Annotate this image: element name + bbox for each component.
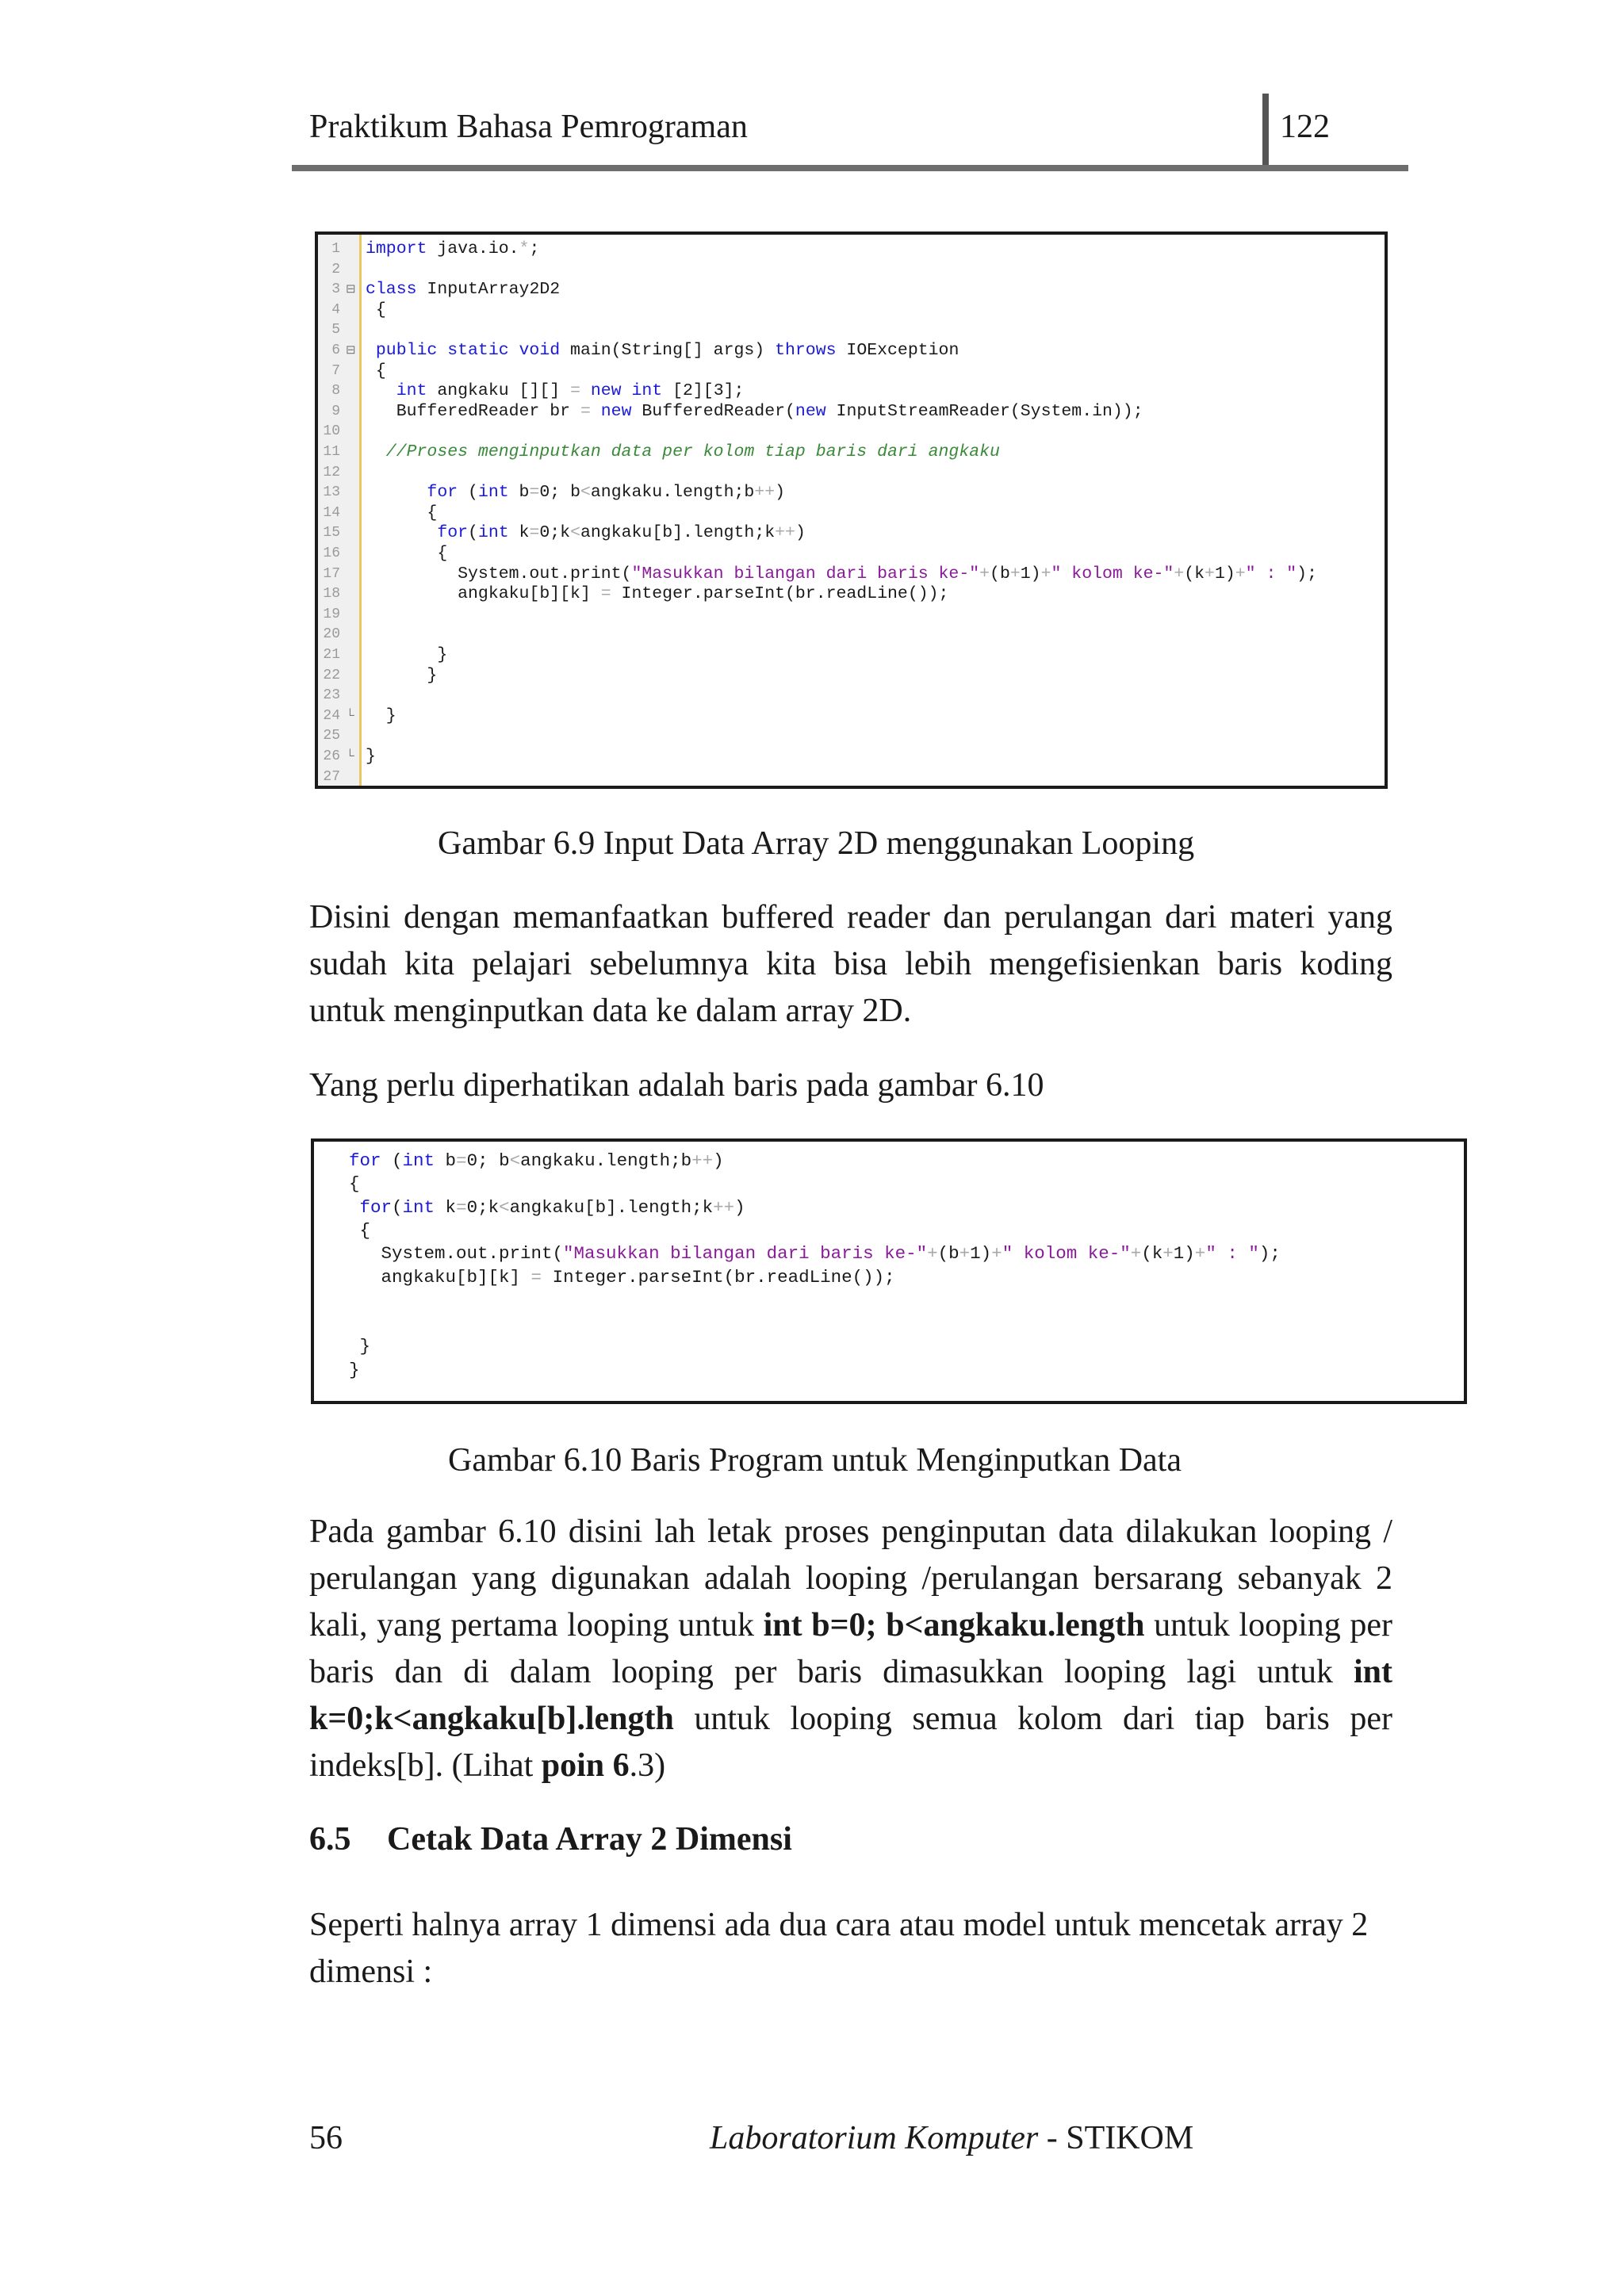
code-token: for bbox=[366, 483, 458, 503]
code-token: 1) bbox=[1173, 1243, 1195, 1265]
code-token: ++ bbox=[775, 523, 795, 543]
code-line bbox=[366, 442, 1000, 462]
line-number: 7 bbox=[331, 362, 340, 379]
code-line bbox=[366, 279, 560, 300]
line-number: 11 bbox=[323, 444, 340, 460]
code-token: [2][3]; bbox=[662, 381, 745, 401]
code-token: new int bbox=[590, 381, 663, 401]
line-number: 4 bbox=[331, 301, 340, 318]
line-number: 12 bbox=[323, 464, 340, 480]
code-token: 1) bbox=[1214, 564, 1235, 584]
code-token: import bbox=[366, 239, 427, 258]
code-line bbox=[366, 665, 437, 686]
code-line bbox=[366, 746, 376, 767]
code-token: b bbox=[508, 483, 530, 503]
code-token: throws bbox=[775, 341, 837, 360]
code-line bbox=[366, 482, 785, 503]
code-token: public static void bbox=[366, 341, 561, 360]
code-token: + bbox=[1130, 1243, 1142, 1265]
code-token: b bbox=[435, 1150, 457, 1171]
line-number: 14 bbox=[323, 504, 340, 521]
code-token: for bbox=[349, 1196, 393, 1218]
figure-caption-6-9: Gambar 6.9 Input Data Array 2D menggunakan Looping bbox=[438, 825, 1195, 862]
code-token: java.io. bbox=[427, 239, 519, 258]
code-token: } bbox=[366, 645, 448, 664]
code-token: (b bbox=[990, 564, 1010, 584]
code-token: ( bbox=[381, 1150, 403, 1171]
bold-code-reference: int b=0; b<angkaku.length bbox=[763, 1607, 1145, 1644]
code-token: + bbox=[1040, 564, 1051, 584]
line-number: 27 bbox=[323, 768, 340, 785]
code-token: } bbox=[366, 706, 396, 725]
code-token: 0;k bbox=[539, 523, 571, 543]
code-token: 0; b bbox=[466, 1150, 510, 1171]
text-run: untuk looping semua kolom dari tiap baris per indeks[b]. (Lihat bbox=[309, 1701, 1392, 1784]
code-token: Integer.parseInt(br.readLine()); bbox=[542, 1266, 895, 1288]
code-token: + bbox=[1009, 564, 1021, 584]
code-token: ); bbox=[1258, 1243, 1281, 1265]
line-number: 18 bbox=[323, 586, 340, 603]
code-token: angkaku [][] bbox=[427, 381, 571, 401]
line-number: 15 bbox=[323, 525, 340, 541]
line-number: 3 bbox=[331, 281, 340, 298]
code-token: + bbox=[1162, 1243, 1174, 1265]
code-token: + bbox=[1194, 1243, 1206, 1265]
section-title: Cetak Data Array 2 Dimensi bbox=[387, 1821, 792, 1858]
code-token: = bbox=[600, 584, 611, 604]
code-line bbox=[366, 564, 1317, 584]
text-run: .3) bbox=[629, 1747, 666, 1784]
code-token: < bbox=[580, 483, 591, 503]
line-number: 20 bbox=[323, 626, 340, 643]
running-header-title: Praktikum Bahasa Pemrograman bbox=[309, 109, 748, 145]
fold-marker-icon[interactable]: └ bbox=[346, 709, 354, 722]
line-number: 16 bbox=[323, 545, 340, 561]
code-token: ++ bbox=[713, 1196, 735, 1218]
fold-marker-icon[interactable]: └ bbox=[346, 750, 354, 763]
code-token: + bbox=[991, 1243, 1002, 1265]
line-number: 23 bbox=[323, 687, 340, 704]
code-token: } bbox=[349, 1359, 360, 1380]
code-token: { bbox=[366, 544, 448, 563]
code-token: 1) bbox=[1020, 564, 1041, 584]
code-token: = bbox=[529, 483, 540, 503]
code-line bbox=[366, 645, 447, 665]
code-line bbox=[366, 340, 959, 361]
code-token: 1) bbox=[970, 1243, 992, 1265]
code-token: "Masukkan bilangan dari baris ke-" bbox=[631, 564, 980, 584]
code-token: angkaku[b].length;k bbox=[509, 1196, 714, 1218]
code-token: * bbox=[519, 239, 530, 258]
footer-lab-rest: - STIKOM bbox=[1038, 2120, 1194, 2156]
bold-code-reference: poin 6 bbox=[541, 1747, 630, 1784]
code-token: ) bbox=[734, 1196, 745, 1218]
bold-code-reference: int k=0;k<angkaku[b].length bbox=[309, 1654, 1392, 1737]
code-token: angkaku[b][k] bbox=[349, 1266, 531, 1288]
code-token: BufferedReader br bbox=[366, 401, 580, 421]
code-token: = bbox=[529, 523, 540, 543]
section-number: 6.5 bbox=[309, 1821, 351, 1858]
code-line bbox=[349, 1359, 360, 1382]
code-line bbox=[349, 1335, 370, 1358]
header-page-number: 122 bbox=[1280, 109, 1330, 145]
line-number: 25 bbox=[323, 728, 340, 744]
code-token: angkaku[b][k] bbox=[366, 584, 601, 604]
code-line bbox=[349, 1150, 724, 1173]
code-token: } bbox=[349, 1336, 371, 1357]
code-token: ) bbox=[775, 483, 786, 503]
fold-marker-icon[interactable]: ⊟ bbox=[346, 344, 356, 357]
code-token: { bbox=[366, 300, 386, 320]
code-token: = bbox=[456, 1196, 467, 1218]
paragraph-explanation bbox=[309, 1509, 1392, 1789]
code-token: BufferedReader( bbox=[631, 401, 795, 421]
code-line bbox=[366, 543, 447, 564]
code-token bbox=[591, 402, 601, 421]
code-token: angkaku.length;b bbox=[590, 483, 755, 503]
code-token: " : " bbox=[1245, 564, 1297, 584]
code-token: = bbox=[530, 1266, 542, 1288]
code-line bbox=[349, 1173, 360, 1196]
section-heading bbox=[309, 1819, 792, 1860]
code-token: IOException bbox=[836, 341, 959, 360]
code-token: k bbox=[435, 1196, 457, 1218]
code-token: " : " bbox=[1205, 1243, 1259, 1265]
line-number: 19 bbox=[323, 606, 340, 622]
header-vertical-divider bbox=[1262, 94, 1269, 171]
line-number: 1 bbox=[331, 241, 340, 257]
code-token: main(String[] args) bbox=[560, 341, 776, 360]
code-token: { bbox=[366, 503, 438, 522]
code-token: { bbox=[366, 361, 386, 381]
line-number: 10 bbox=[323, 423, 340, 440]
code-token: ); bbox=[1297, 564, 1317, 584]
line-number: 24 bbox=[323, 707, 340, 724]
code-token: new bbox=[600, 401, 632, 421]
paragraph-note: Yang perlu diperhatikan adalah baris pada gambar 6.10 bbox=[309, 1067, 1044, 1104]
code-token: ++ bbox=[754, 483, 776, 503]
code-token: Integer.parseInt(br.readLine()); bbox=[611, 584, 949, 604]
code-line bbox=[366, 522, 806, 543]
code-token: + bbox=[1174, 564, 1185, 584]
line-number: 2 bbox=[331, 261, 340, 277]
code-token: angkaku.length;b bbox=[520, 1150, 692, 1171]
code-token: 0;k bbox=[466, 1196, 500, 1218]
code-token: ) bbox=[713, 1150, 724, 1171]
code-token: < bbox=[570, 523, 580, 543]
line-number: 26 bbox=[323, 748, 340, 764]
code-token: + bbox=[1205, 564, 1215, 584]
line-number: 21 bbox=[323, 647, 340, 663]
code-token: = bbox=[456, 1150, 467, 1171]
code-token: //Proses menginputkan data per kolom tiap baris dari angkaku bbox=[366, 442, 1000, 461]
code-line bbox=[349, 1266, 895, 1289]
code-token bbox=[580, 381, 591, 400]
code-token: ( bbox=[458, 483, 478, 503]
code-token: class bbox=[366, 280, 417, 300]
code-line bbox=[366, 401, 1143, 422]
line-number: 13 bbox=[323, 484, 340, 501]
code-figure-input-array bbox=[315, 232, 1388, 789]
code-token: + bbox=[1235, 564, 1246, 584]
line-number: 5 bbox=[331, 322, 340, 339]
code-token: System.out.print( bbox=[366, 564, 632, 584]
code-token: ) bbox=[795, 523, 806, 543]
code-line bbox=[366, 239, 539, 259]
code-token: (k bbox=[1141, 1243, 1163, 1265]
code-token: InputStreamReader(System.in)); bbox=[825, 401, 1143, 421]
code-token: " kolom ke-" bbox=[1051, 564, 1174, 584]
line-number: 6 bbox=[331, 342, 340, 358]
code-token: + bbox=[927, 1243, 938, 1265]
code-token: for bbox=[349, 1150, 381, 1171]
footer-lab-italic: Laboratorium Komputer bbox=[710, 2120, 1039, 2156]
code-token: int bbox=[402, 1196, 435, 1218]
code-token: int bbox=[402, 1150, 435, 1171]
code-line bbox=[366, 381, 744, 401]
code-token: + bbox=[959, 1243, 971, 1265]
code-token: ( bbox=[468, 523, 478, 543]
code-line bbox=[366, 503, 437, 523]
figure-caption-6-10: Gambar 6.10 Baris Program untuk Menginputkan Data bbox=[448, 1442, 1182, 1479]
header-rule bbox=[292, 165, 1408, 171]
code-token: { bbox=[349, 1219, 371, 1241]
code-token: System.out.print( bbox=[349, 1243, 564, 1265]
paragraph-buffered-reader: Disini dengan memanfaatkan buffered reader dan perulangan dari materi yang sudah kita pelajari sebelumnya kita bisa lebih mengefisienkan baris koding untuk menginputkan data ke dalam array 2D. bbox=[309, 899, 1392, 1029]
code-token: { bbox=[349, 1173, 360, 1195]
code-token: for bbox=[366, 523, 469, 543]
code-token: (b bbox=[937, 1243, 959, 1265]
code-token: ++ bbox=[691, 1150, 714, 1171]
line-number-gutter bbox=[318, 235, 362, 786]
code-line bbox=[366, 584, 948, 604]
code-token: + bbox=[979, 564, 990, 584]
code-token: = bbox=[580, 401, 591, 421]
footer-lab-name bbox=[710, 2118, 1193, 2159]
code-token: k bbox=[508, 523, 530, 543]
code-line bbox=[366, 706, 396, 726]
line-number: 17 bbox=[323, 565, 340, 582]
line-number: 9 bbox=[331, 403, 340, 419]
code-token: angkaku[b].length;k bbox=[580, 523, 776, 543]
code-token: < bbox=[509, 1150, 521, 1171]
code-token: (k bbox=[1184, 564, 1205, 584]
line-number: 22 bbox=[323, 667, 340, 683]
fold-marker-icon[interactable]: ⊟ bbox=[346, 283, 356, 297]
code-token: 0; b bbox=[539, 483, 580, 503]
code-token: } bbox=[366, 665, 438, 685]
text-run: untuk looping per baris dan di dalam looping per baris dimasukkan looping lagi untuk bbox=[309, 1607, 1393, 1690]
code-line bbox=[366, 361, 386, 381]
line-number: 8 bbox=[331, 383, 340, 400]
code-token: ( bbox=[392, 1196, 403, 1218]
code-line bbox=[349, 1242, 1281, 1265]
code-token: ; bbox=[529, 239, 540, 258]
code-token: " kolom ke-" bbox=[1002, 1243, 1131, 1265]
code-line bbox=[349, 1219, 370, 1242]
code-figure-loop-lines bbox=[311, 1138, 1467, 1404]
code-token: int bbox=[366, 381, 427, 401]
paragraph-print-intro: Seperti halnya array 1 dimensi ada dua cara atau model untuk mencetak array 2 dimensi : bbox=[309, 1907, 1369, 1990]
code-token: InputArray2D2 bbox=[416, 280, 561, 300]
code-token: int bbox=[477, 523, 509, 543]
code-token: int bbox=[477, 483, 509, 503]
text-run: Pada gambar 6.10 disini lah letak proses penginputan data dilakukan looping / perulangan yang digunakan adalah looping /perulangan bersarang sebanyak 2 kali, yang pertama looping untuk bbox=[309, 1513, 1392, 1644]
code-token: = bbox=[570, 381, 580, 401]
code-token: < bbox=[499, 1196, 510, 1218]
code-line bbox=[349, 1196, 745, 1219]
footer-page-number: 56 bbox=[309, 2120, 343, 2156]
code-token: "Masukkan bilangan dari baris ke-" bbox=[563, 1243, 928, 1265]
code-line bbox=[366, 300, 386, 320]
code-token: new bbox=[795, 401, 826, 421]
code-token: } bbox=[366, 747, 376, 766]
